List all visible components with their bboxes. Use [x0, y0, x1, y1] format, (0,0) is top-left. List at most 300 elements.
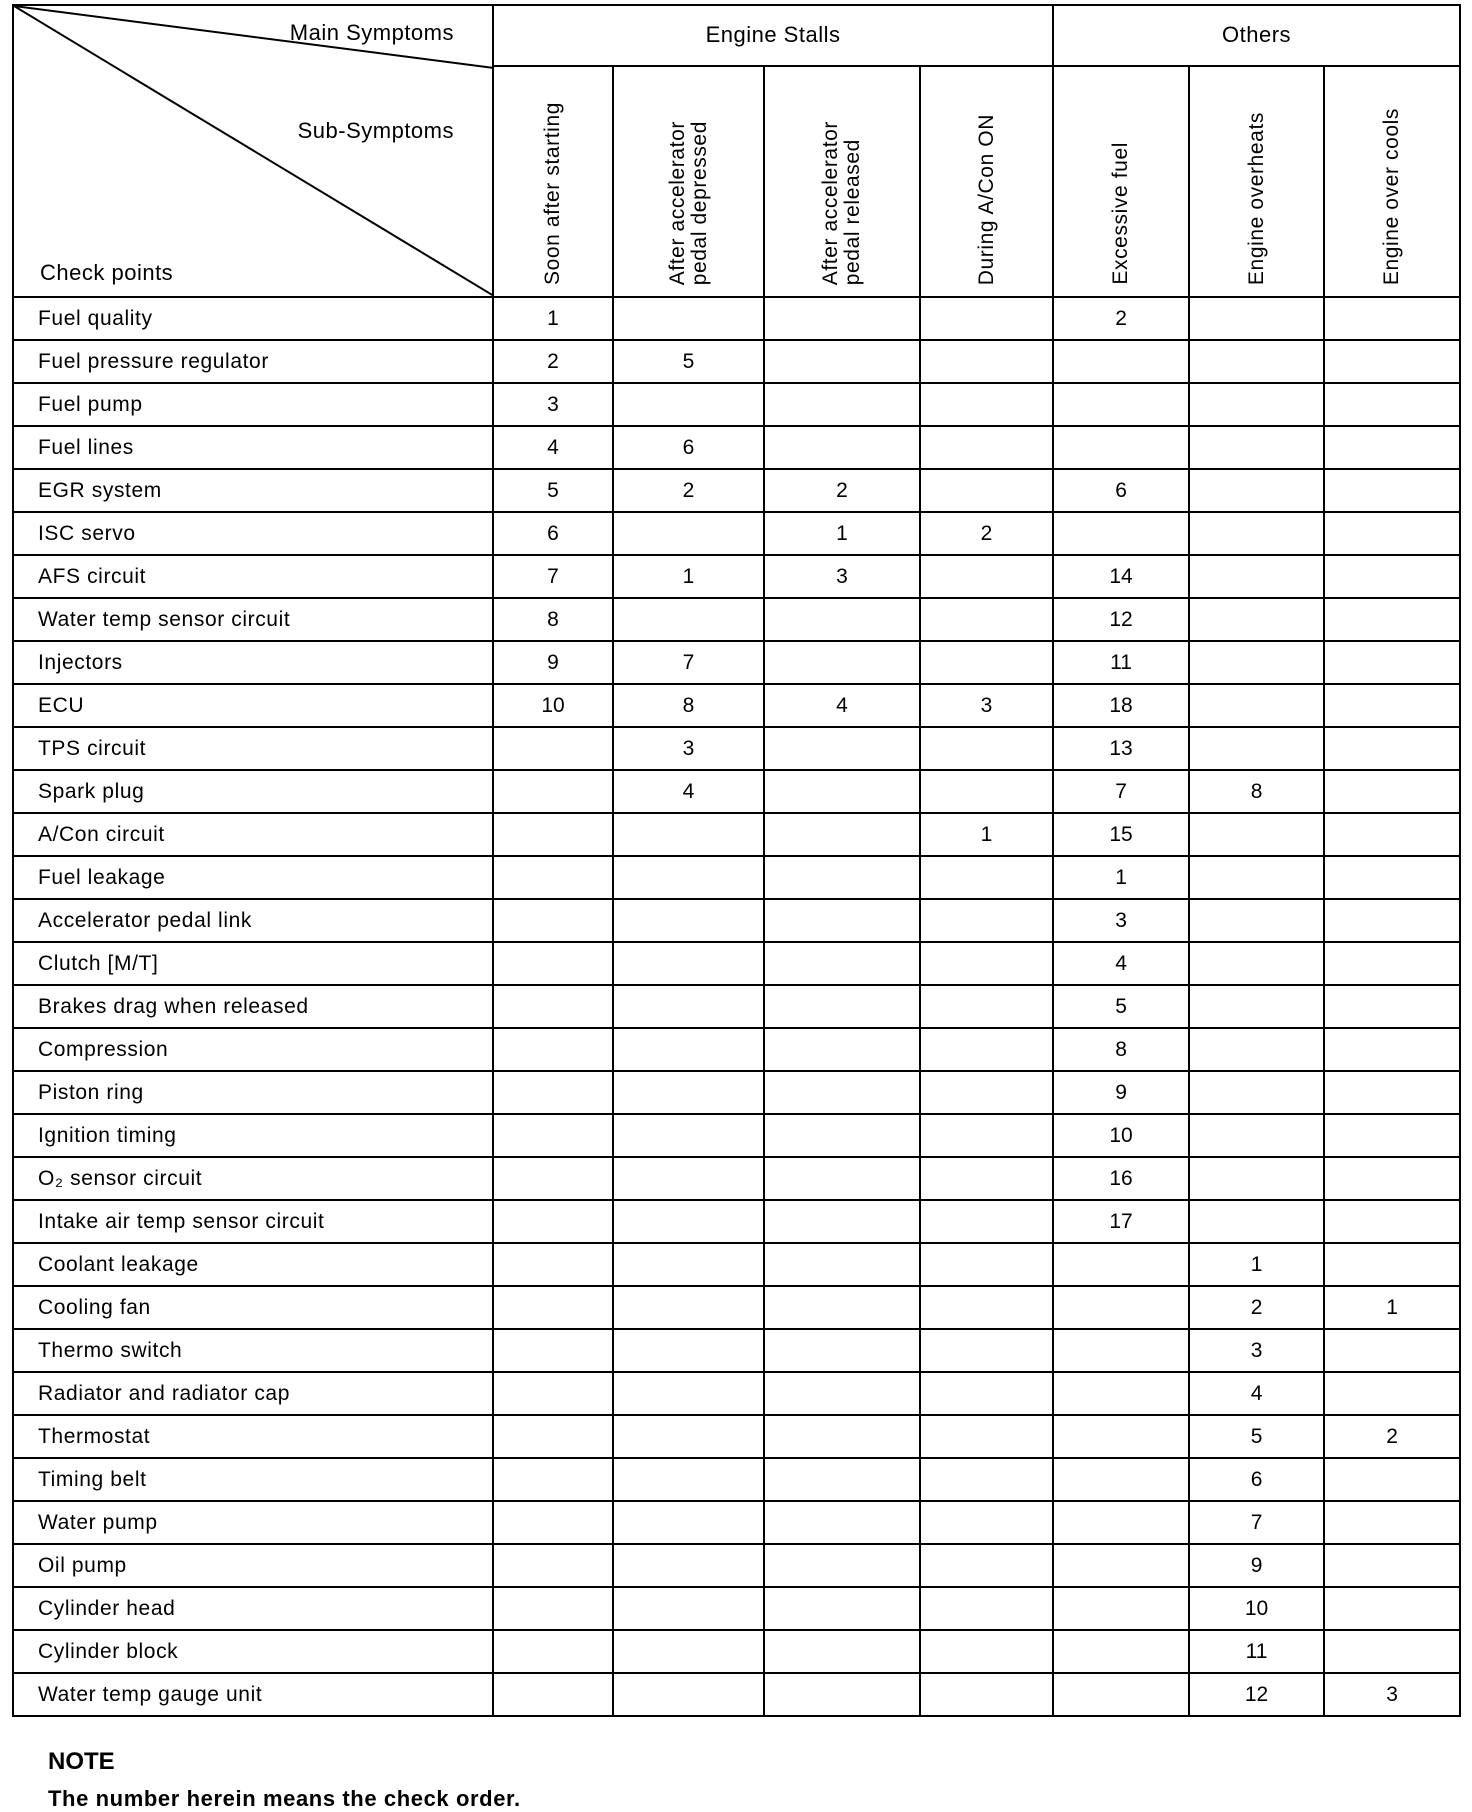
check-order-cell — [764, 727, 920, 770]
check-order-cell — [1324, 1587, 1460, 1630]
check-order-cell: 16 — [1053, 1157, 1189, 1200]
check-order-cell — [1324, 297, 1460, 340]
check-point-name: Accelerator pedal link — [13, 899, 493, 942]
check-point-name: Fuel quality — [13, 297, 493, 340]
check-order-cell: 5 — [613, 340, 764, 383]
check-order-cell: 6 — [613, 426, 764, 469]
check-order-cell — [764, 1329, 920, 1372]
table-row — [13, 1501, 1460, 1544]
check-order-cell — [1053, 1329, 1189, 1372]
check-order-cell — [613, 1071, 764, 1114]
column-header-during-acon-on — [920, 66, 1053, 297]
check-order-cell — [764, 297, 920, 340]
check-order-cell: 2 — [764, 469, 920, 512]
table-row — [13, 340, 1460, 383]
check-order-cell — [764, 1157, 920, 1200]
check-order-cell — [493, 1329, 613, 1372]
check-order-cell — [1189, 383, 1324, 426]
check-order-cell — [493, 1673, 613, 1716]
check-order-cell — [1189, 942, 1324, 985]
check-point-name: Water pump — [13, 1501, 493, 1544]
check-order-cell — [493, 1114, 613, 1157]
check-order-cell — [920, 1372, 1053, 1415]
check-order-cell — [613, 1114, 764, 1157]
table-row — [13, 1544, 1460, 1587]
column-header-label: After accelerator pedal released — [819, 120, 864, 285]
check-order-cell — [764, 1673, 920, 1716]
check-order-cell — [1189, 813, 1324, 856]
check-order-cell: 1 — [1189, 1243, 1324, 1286]
check-order-cell — [764, 770, 920, 813]
check-order-cell: 6 — [1189, 1458, 1324, 1501]
check-point-name: Cylinder block — [13, 1630, 493, 1673]
check-order-cell — [1324, 1372, 1460, 1415]
check-points-label: Check points — [40, 260, 174, 285]
check-point-name: Cylinder head — [13, 1587, 493, 1630]
check-order-table — [12, 4, 1461, 1717]
check-order-cell — [613, 1630, 764, 1673]
check-order-cell — [493, 985, 613, 1028]
check-point-name: O₂ sensor circuit — [13, 1157, 493, 1200]
check-order-cell — [613, 1157, 764, 1200]
check-order-cell — [493, 1200, 613, 1243]
check-order-cell: 1 — [920, 813, 1053, 856]
check-order-cell — [920, 942, 1053, 985]
check-order-cell — [613, 1501, 764, 1544]
check-order-cell: 14 — [1053, 555, 1189, 598]
check-order-cell — [920, 1243, 1053, 1286]
check-order-cell — [1053, 1501, 1189, 1544]
check-order-cell — [613, 512, 764, 555]
check-order-cell — [1189, 426, 1324, 469]
check-order-cell: 7 — [1053, 770, 1189, 813]
column-header-engine-overheats — [1189, 66, 1324, 297]
check-order-cell — [493, 1501, 613, 1544]
check-point-name: Fuel pressure regulator — [13, 340, 493, 383]
check-order-cell — [1189, 856, 1324, 899]
column-header-after-pedal-released — [764, 66, 920, 297]
check-order-cell — [920, 1673, 1053, 1716]
check-order-cell — [493, 1544, 613, 1587]
check-order-cell — [613, 899, 764, 942]
check-order-cell — [1189, 1071, 1324, 1114]
column-header-label: After accelerator pedal depressed — [665, 120, 711, 285]
check-order-cell — [920, 297, 1053, 340]
diagonal-lines — [14, 6, 494, 296]
check-point-name: Radiator and radiator cap — [13, 1372, 493, 1415]
check-order-cell — [764, 641, 920, 684]
check-order-cell — [764, 899, 920, 942]
check-order-cell — [764, 426, 920, 469]
check-order-cell — [920, 1028, 1053, 1071]
check-order-cell: 7 — [493, 555, 613, 598]
check-order-cell — [1053, 1286, 1189, 1329]
check-order-cell — [1189, 555, 1324, 598]
check-order-cell: 1 — [613, 555, 764, 598]
check-order-cell — [493, 1286, 613, 1329]
check-order-cell — [493, 1458, 613, 1501]
check-order-cell — [613, 1458, 764, 1501]
check-order-cell — [493, 899, 613, 942]
check-order-cell — [764, 1286, 920, 1329]
check-point-name: Fuel leakage — [13, 856, 493, 899]
check-order-cell — [1324, 1458, 1460, 1501]
check-order-cell — [1053, 1673, 1189, 1716]
check-order-cell: 1 — [1053, 856, 1189, 899]
check-order-cell — [764, 383, 920, 426]
check-order-cell — [1324, 1329, 1460, 1372]
check-order-cell: 3 — [1053, 899, 1189, 942]
table-row — [13, 727, 1460, 770]
check-order-cell — [1053, 1415, 1189, 1458]
check-order-cell — [764, 340, 920, 383]
check-order-cell — [1189, 727, 1324, 770]
table-row — [13, 598, 1460, 641]
table-row — [13, 469, 1460, 512]
check-order-cell: 9 — [1189, 1544, 1324, 1587]
check-order-cell — [613, 813, 764, 856]
check-point-name: Piston ring — [13, 1071, 493, 1114]
table-row — [13, 1243, 1460, 1286]
check-order-cell — [1189, 1200, 1324, 1243]
check-order-cell — [1324, 1157, 1460, 1200]
check-order-cell — [493, 1372, 613, 1415]
check-order-cell: 1 — [764, 512, 920, 555]
check-order-cell — [613, 1544, 764, 1587]
table-row — [13, 813, 1460, 856]
table-row — [13, 512, 1460, 555]
check-order-cell — [493, 727, 613, 770]
table-row — [13, 770, 1460, 813]
check-order-cell: 8 — [493, 598, 613, 641]
note-title: NOTE — [48, 1748, 115, 1775]
check-order-cell — [1053, 1243, 1189, 1286]
table-row — [13, 985, 1460, 1028]
column-header-label: Soon after starting — [541, 102, 564, 285]
check-order-cell: 6 — [493, 512, 613, 555]
check-point-name: Coolant leakage — [13, 1243, 493, 1286]
table-body — [13, 297, 1460, 1716]
column-header-label: Engine over cools — [1380, 107, 1404, 285]
check-order-cell: 17 — [1053, 1200, 1189, 1243]
check-order-cell — [613, 1028, 764, 1071]
check-point-name: Oil pump — [13, 1544, 493, 1587]
check-order-cell — [764, 856, 920, 899]
check-order-cell — [1324, 770, 1460, 813]
check-point-name: Water temp sensor circuit — [13, 598, 493, 641]
group-engine-stalls: Engine Stalls — [493, 5, 1053, 66]
check-order-cell — [764, 813, 920, 856]
check-order-cell — [1324, 1544, 1460, 1587]
table-row — [13, 1071, 1460, 1114]
check-order-cell — [920, 383, 1053, 426]
check-order-cell: 18 — [1053, 684, 1189, 727]
check-order-cell — [1324, 1200, 1460, 1243]
check-order-cell — [920, 1329, 1053, 1372]
check-order-cell — [1324, 1071, 1460, 1114]
check-order-cell — [920, 1501, 1053, 1544]
check-order-cell — [920, 598, 1053, 641]
table-row — [13, 641, 1460, 684]
check-order-cell — [1189, 1114, 1324, 1157]
table-row — [13, 1673, 1460, 1716]
check-order-cell: 8 — [1189, 770, 1324, 813]
check-order-cell: 4 — [1053, 942, 1189, 985]
check-order-cell — [613, 1243, 764, 1286]
check-order-cell — [920, 555, 1053, 598]
check-order-cell — [1053, 383, 1189, 426]
check-order-cell — [493, 1157, 613, 1200]
check-order-cell — [764, 1028, 920, 1071]
check-order-cell: 2 — [1053, 297, 1189, 340]
check-order-cell — [920, 1630, 1053, 1673]
check-order-cell — [920, 1587, 1053, 1630]
check-order-cell — [613, 985, 764, 1028]
check-order-cell — [764, 1372, 920, 1415]
check-order-cell — [920, 770, 1053, 813]
column-header-label: Engine overheats — [1244, 111, 1268, 285]
check-order-cell: 3 — [764, 555, 920, 598]
check-order-cell: 5 — [493, 469, 613, 512]
check-order-cell — [764, 1544, 920, 1587]
check-point-name: Thermo switch — [13, 1329, 493, 1372]
column-header-label: During A/Con ON — [974, 113, 998, 285]
check-point-name: Injectors — [13, 641, 493, 684]
check-order-cell — [1189, 1028, 1324, 1071]
check-order-cell — [493, 770, 613, 813]
table-row — [13, 1458, 1460, 1501]
check-order-cell: 7 — [613, 641, 764, 684]
check-order-cell: 10 — [493, 684, 613, 727]
check-order-cell — [1324, 512, 1460, 555]
check-point-name: Clutch [M/T] — [13, 942, 493, 985]
check-order-cell — [1324, 985, 1460, 1028]
check-order-cell — [1324, 856, 1460, 899]
check-order-cell: 2 — [1324, 1415, 1460, 1458]
check-point-name: Intake air temp sensor circuit — [13, 1200, 493, 1243]
check-order-cell — [613, 1673, 764, 1716]
check-order-cell — [493, 1630, 613, 1673]
check-order-cell — [1324, 684, 1460, 727]
check-order-cell — [1053, 1630, 1189, 1673]
check-order-cell: 11 — [1053, 641, 1189, 684]
check-order-cell: 2 — [1189, 1286, 1324, 1329]
table-row — [13, 297, 1460, 340]
check-order-cell — [764, 1587, 920, 1630]
check-order-cell — [1324, 641, 1460, 684]
check-order-cell — [920, 1200, 1053, 1243]
note-block — [48, 1748, 521, 1812]
check-order-cell — [764, 1071, 920, 1114]
check-order-cell — [764, 1630, 920, 1673]
main-symptoms-label: Main Symptoms — [289, 20, 454, 45]
check-order-cell: 3 — [613, 727, 764, 770]
column-header-label: Excessive fuel — [1109, 142, 1133, 285]
column-header-engine-over-cools — [1324, 66, 1460, 297]
check-order-cell: 3 — [1189, 1329, 1324, 1372]
check-order-cell: 2 — [493, 340, 613, 383]
check-order-cell: 1 — [493, 297, 613, 340]
check-order-cell: 9 — [1053, 1071, 1189, 1114]
check-order-cell: 3 — [1324, 1673, 1460, 1716]
table-row — [13, 1630, 1460, 1673]
check-order-cell — [920, 641, 1053, 684]
table-row — [13, 1157, 1460, 1200]
table-row — [13, 856, 1460, 899]
check-order-cell — [920, 727, 1053, 770]
check-order-cell — [1324, 383, 1460, 426]
check-order-cell: 4 — [613, 770, 764, 813]
check-order-cell — [1189, 684, 1324, 727]
check-order-cell: 2 — [613, 469, 764, 512]
table-row — [13, 1372, 1460, 1415]
check-order-cell: 12 — [1189, 1673, 1324, 1716]
check-point-name: Ignition timing — [13, 1114, 493, 1157]
check-order-cell — [493, 1415, 613, 1458]
table-row — [13, 1286, 1460, 1329]
check-order-cell — [613, 942, 764, 985]
check-order-cell: 2 — [920, 512, 1053, 555]
check-order-cell — [493, 1028, 613, 1071]
table-row — [13, 899, 1460, 942]
check-order-cell — [764, 985, 920, 1028]
check-order-cell — [1053, 1587, 1189, 1630]
check-order-cell — [1324, 426, 1460, 469]
check-order-cell: 7 — [1189, 1501, 1324, 1544]
check-order-cell — [1189, 340, 1324, 383]
check-order-cell — [920, 1114, 1053, 1157]
check-order-cell — [920, 1415, 1053, 1458]
check-order-cell: 10 — [1053, 1114, 1189, 1157]
check-order-cell — [1189, 899, 1324, 942]
table-row — [13, 1028, 1460, 1071]
check-order-cell — [920, 469, 1053, 512]
check-order-cell — [1324, 469, 1460, 512]
check-order-cell — [613, 1587, 764, 1630]
check-order-cell — [493, 942, 613, 985]
check-order-cell — [764, 942, 920, 985]
check-order-cell — [920, 426, 1053, 469]
check-order-cell — [920, 1458, 1053, 1501]
check-order-cell — [1324, 727, 1460, 770]
check-order-cell — [1189, 985, 1324, 1028]
check-order-cell — [920, 1157, 1053, 1200]
check-order-cell — [613, 1200, 764, 1243]
check-order-cell: 15 — [1053, 813, 1189, 856]
check-order-cell: 13 — [1053, 727, 1189, 770]
check-order-cell — [920, 1544, 1053, 1587]
header-corner-cell — [13, 5, 493, 297]
check-order-cell — [920, 1286, 1053, 1329]
check-order-cell — [764, 1200, 920, 1243]
check-order-cell — [1189, 297, 1324, 340]
column-header-after-pedal-depressed — [613, 66, 764, 297]
check-order-cell: 1 — [1324, 1286, 1460, 1329]
check-point-name: ECU — [13, 684, 493, 727]
column-header-excessive-fuel — [1053, 66, 1189, 297]
check-order-cell — [1053, 512, 1189, 555]
sub-symptoms-label: Sub-Symptoms — [297, 118, 454, 143]
check-order-cell — [493, 1243, 613, 1286]
check-order-cell — [1324, 1028, 1460, 1071]
check-order-cell: 5 — [1053, 985, 1189, 1028]
check-order-cell — [1053, 426, 1189, 469]
table-row — [13, 383, 1460, 426]
check-order-cell — [1053, 1372, 1189, 1415]
check-order-cell — [1324, 899, 1460, 942]
check-order-cell: 4 — [1189, 1372, 1324, 1415]
check-order-cell — [1324, 942, 1460, 985]
table-row — [13, 1200, 1460, 1243]
check-point-name: Cooling fan — [13, 1286, 493, 1329]
check-point-name: Fuel pump — [13, 383, 493, 426]
check-order-cell: 8 — [613, 684, 764, 727]
check-order-cell — [613, 1329, 764, 1372]
check-order-cell — [764, 1501, 920, 1544]
group-others: Others — [1053, 5, 1460, 66]
check-order-cell — [613, 297, 764, 340]
check-order-cell — [920, 856, 1053, 899]
check-order-cell: 9 — [493, 641, 613, 684]
table-row — [13, 426, 1460, 469]
check-order-cell: 3 — [920, 684, 1053, 727]
check-order-cell — [1324, 813, 1460, 856]
table-row — [13, 684, 1460, 727]
check-point-name: AFS circuit — [13, 555, 493, 598]
check-order-cell — [1189, 641, 1324, 684]
check-order-cell — [1324, 1243, 1460, 1286]
check-order-cell — [764, 1114, 920, 1157]
check-order-cell: 3 — [493, 383, 613, 426]
check-order-cell — [613, 856, 764, 899]
table-row — [13, 1415, 1460, 1458]
check-point-name: EGR system — [13, 469, 493, 512]
check-point-name: ISC servo — [13, 512, 493, 555]
check-order-cell — [1324, 1630, 1460, 1673]
check-order-cell — [1324, 598, 1460, 641]
check-order-cell — [493, 813, 613, 856]
check-order-cell — [1053, 340, 1189, 383]
check-point-name: Spark plug — [13, 770, 493, 813]
check-order-cell — [920, 340, 1053, 383]
check-point-name: Timing belt — [13, 1458, 493, 1501]
check-order-cell — [1053, 1544, 1189, 1587]
check-order-cell — [920, 1071, 1053, 1114]
check-order-cell — [1189, 512, 1324, 555]
table-row — [13, 555, 1460, 598]
check-order-cell — [613, 1372, 764, 1415]
check-order-cell — [493, 1071, 613, 1114]
check-order-cell: 11 — [1189, 1630, 1324, 1673]
check-order-cell — [764, 1458, 920, 1501]
check-order-cell — [1324, 1114, 1460, 1157]
check-order-cell — [1324, 340, 1460, 383]
check-order-cell — [1053, 1458, 1189, 1501]
table-row — [13, 1329, 1460, 1372]
check-order-cell — [493, 856, 613, 899]
check-order-cell: 4 — [764, 684, 920, 727]
check-order-cell — [920, 985, 1053, 1028]
check-order-cell — [764, 598, 920, 641]
check-point-name: Fuel lines — [13, 426, 493, 469]
note-text: The number herein means the check order. — [48, 1786, 521, 1811]
check-point-name: Thermostat — [13, 1415, 493, 1458]
check-order-cell — [613, 1415, 764, 1458]
check-order-cell — [1324, 555, 1460, 598]
check-order-cell: 6 — [1053, 469, 1189, 512]
check-point-name: Brakes drag when released — [13, 985, 493, 1028]
table-row — [13, 1587, 1460, 1630]
